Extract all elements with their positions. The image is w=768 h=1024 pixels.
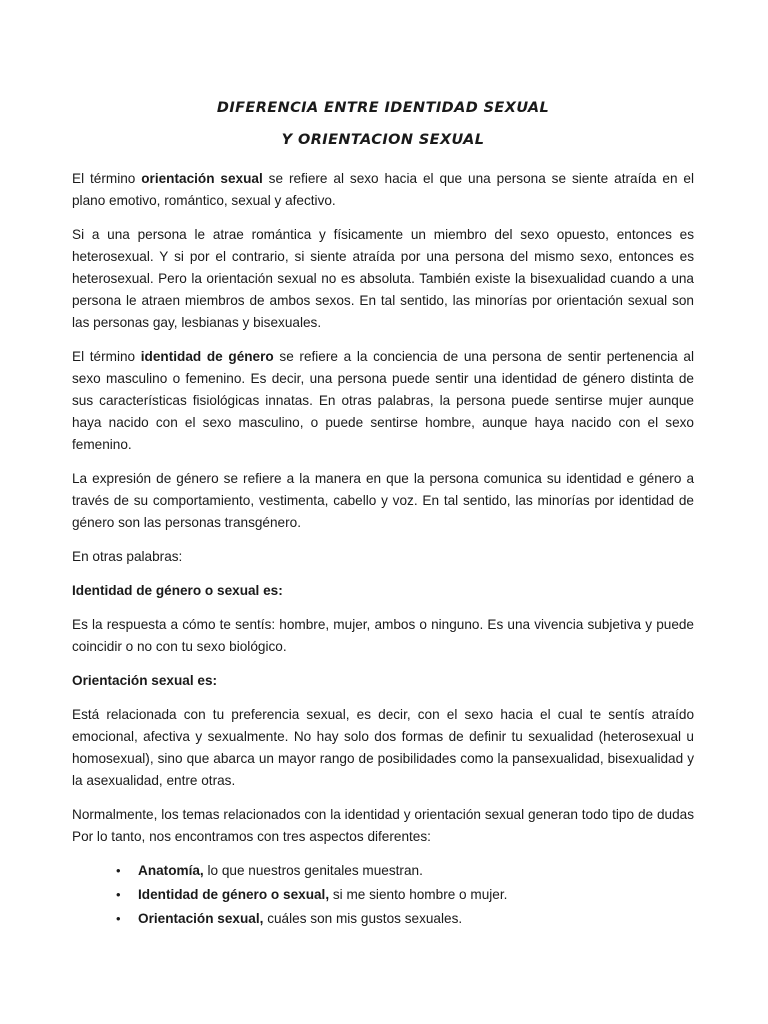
list-item: • Orientación sexual, cuáles son mis gustos sexuales. (116, 907, 694, 931)
heading-orientation: Orientación sexual es: (72, 673, 218, 688)
aspects-list (72, 859, 694, 931)
paragraph-orientation-definition: El término orientación sexual se refiere al sexo hacia el que una persona se siente atraída en el plano emotivo, romántico, sexual y afectivo. (72, 171, 694, 208)
heading-identity: Identidad de género o sexual es: (72, 583, 283, 598)
list-item: • Identidad de género o sexual, si me siento hombre o mujer. (116, 883, 694, 907)
document-page (72, 92, 694, 931)
title-line-2: Y ORIENTACION SEXUAL (281, 132, 485, 148)
paragraph-orientation-examples: Si a una persona le atrae romántica y físicamente un miembro del sexo opuesto, entonces es heterosexual. Y si por el contrario, si siente atraída por una persona del mismo sexo, entonces es heterosexual. Pero la orientación sexual no es absoluta. También existe la bisexualidad cuando a una persona le atraen miembros de ambos sexos. En tal sentido, las minorías por orientación sexual son las personas gay, lesbianas y bisexuales. (72, 227, 694, 330)
paragraph-orientation-detail: Está relacionada con tu preferencia sexual, es decir, con el sexo hacia el cual te sentís atraído emocional, afectiva y sexualmente. No hay solo dos formas de definir tu sexualidad (heterosexual u homosexual), sino que abarca un mayor rango de posibilidades como la pansexualidad, bisexualidad y la asexualidad, entre otras. (72, 707, 694, 788)
title-line-1: DIFERENCIA ENTRE IDENTIDAD SEXUAL (216, 100, 550, 116)
paragraph-identity-answer: Es la respuesta a cómo te sentís: hombre, mujer, ambos o ninguno. Es una vivencia subjetiva y puede coincidir o no con tu sexo biológico. (72, 617, 694, 654)
bullet-icon: • (116, 863, 121, 878)
bullet-icon: • (116, 887, 121, 902)
paragraph-gender-expression: La expresión de género se refiere a la manera en que la persona comunica su identidad e género a través de su comportamiento, vestimenta, cabello y voz. En tal sentido, las minorías por identidad de género son las personas transgénero. (72, 471, 694, 530)
paragraph-in-other-words: En otras palabras: (72, 549, 183, 564)
paragraph-identity-definition: El término identidad de género se refiere a la conciencia de una persona de sentir pertenencia al sexo masculino o femenino. Es decir, una persona puede sentir una identidad de género distinta de sus características fisiológicas innatas. En otras palabras, la persona puede sentirse mujer aunque haya nacido con el sexo masculino, o puede sentirse hombre, aunque haya nacido con el sexo femenino. (72, 349, 694, 452)
paragraph-three-aspects: Normalmente, los temas relacionados con la identidad y orientación sexual generan todo tipo de dudas Por lo tanto, nos encontramos con tres aspectos diferentes: (72, 807, 694, 844)
list-item: • Anatomía, lo que nuestros genitales muestran. (116, 859, 694, 883)
bullet-icon: • (116, 911, 121, 926)
